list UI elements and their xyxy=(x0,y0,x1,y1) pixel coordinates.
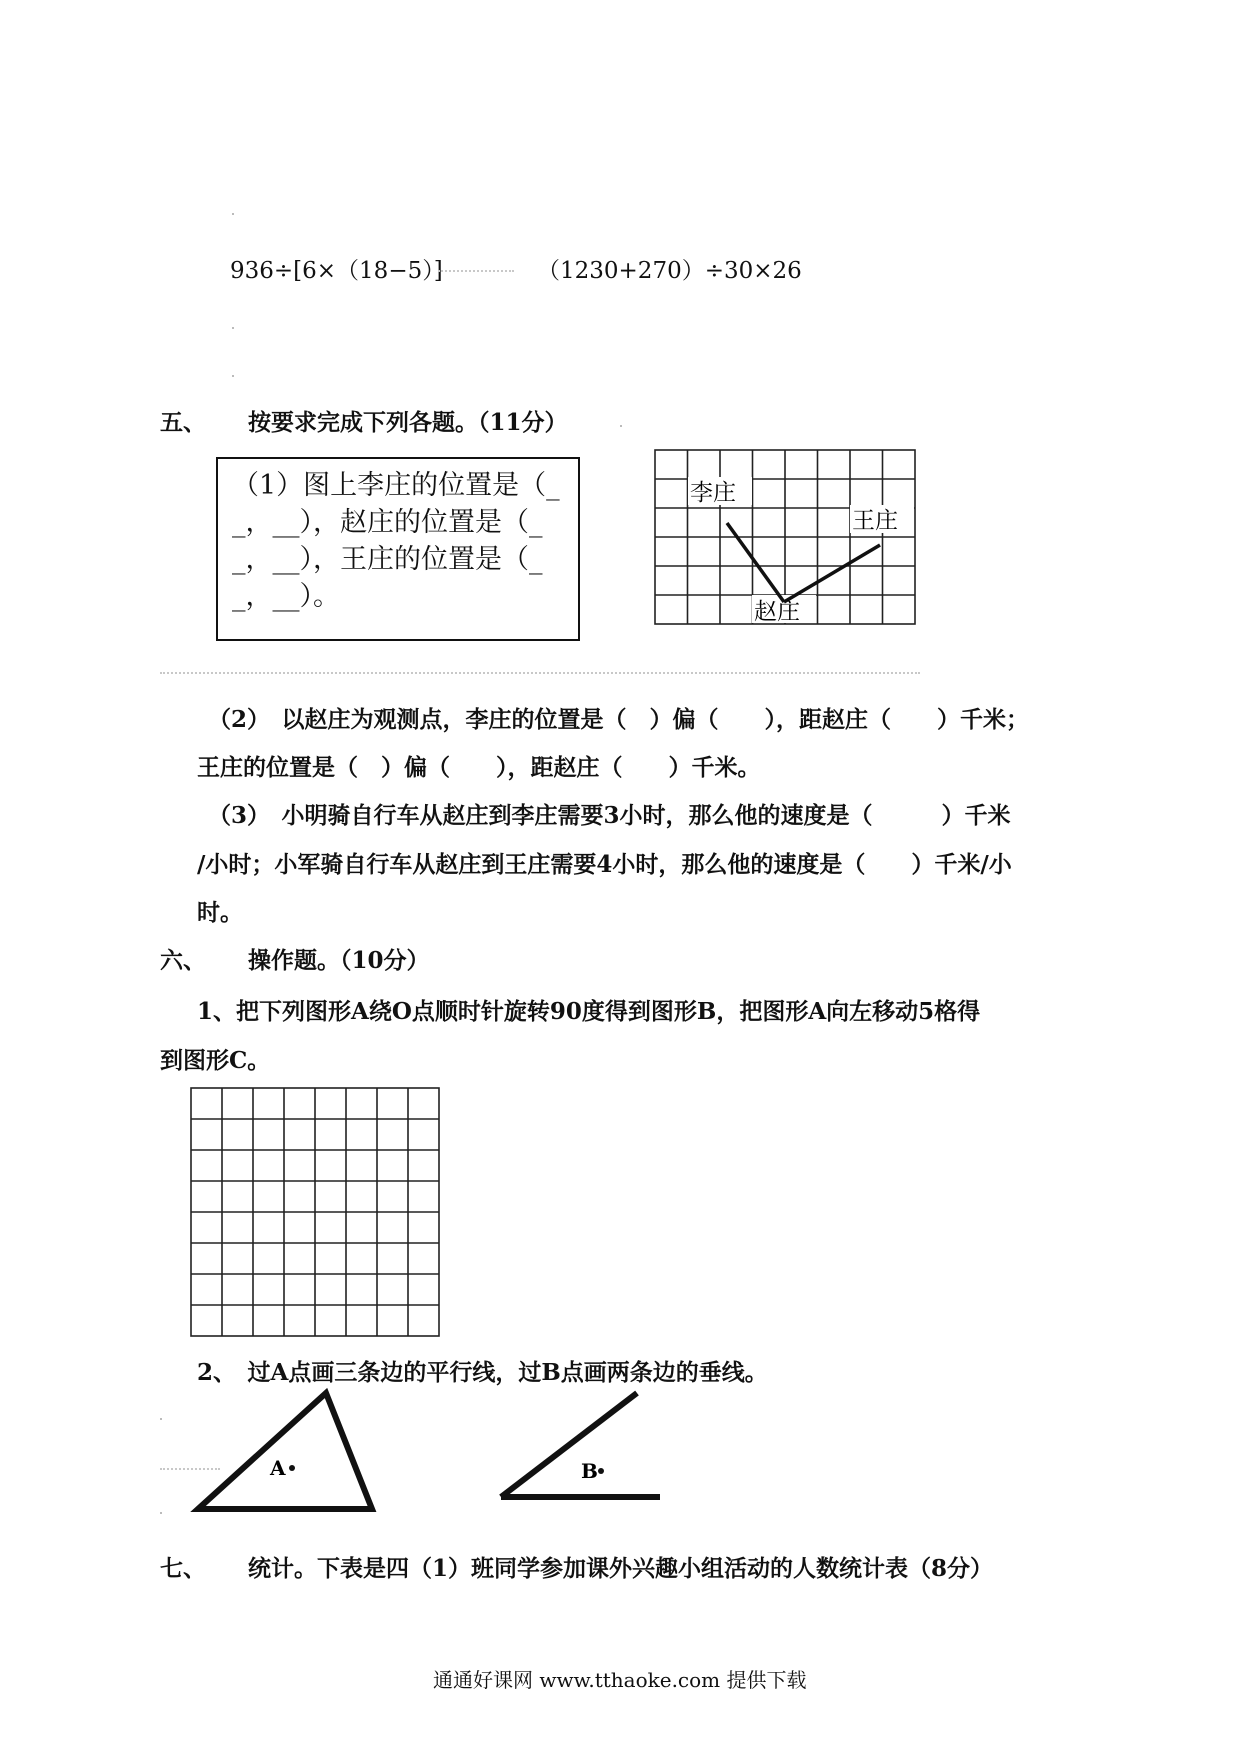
scan-speck xyxy=(620,425,622,427)
question-2-line-2: 王庄的位置是（ ）偏（ ），距赵庄（ ）千米。 xyxy=(197,754,761,781)
question-2-line-1: （2） 以赵庄为观测点，李庄的位置是（ ）偏（ ），距赵庄（ ）千米； xyxy=(208,706,1030,733)
scan-speck xyxy=(160,1512,162,1514)
map-label-zhao: 赵庄 xyxy=(754,599,800,625)
section-6-heading: 操作题。（10分） xyxy=(248,947,430,974)
operation-question-2: 2、 过A点画三条边的平行线，过B点画两条边的垂线。 xyxy=(197,1359,768,1386)
question-1-text: （1）图上李庄的位置是（__，__），赵庄的位置是（__，__），王庄的位置是（__，__）。 xyxy=(232,470,560,612)
point-b-label: B xyxy=(581,1459,598,1483)
section-7-number: 七、 xyxy=(160,1555,206,1582)
map-label-li: 李庄 xyxy=(690,480,736,506)
scan-speck xyxy=(232,213,234,215)
operation-question-1-line-2: 到图形C。 xyxy=(160,1047,271,1074)
scan-speck xyxy=(232,327,234,329)
dotted-separator xyxy=(160,672,920,674)
scan-speck xyxy=(160,1418,162,1420)
village-map xyxy=(654,449,916,625)
angle-figure xyxy=(495,1385,665,1505)
scan-speck xyxy=(232,375,234,377)
section-6-number: 六、 xyxy=(160,947,206,974)
calc-expression-2: （1230+270）÷30×26 xyxy=(537,258,802,284)
question-1-box xyxy=(216,457,580,641)
question-3-line-3: 时。 xyxy=(197,899,243,926)
section-5-number: 五、 xyxy=(160,409,206,436)
point-a-dot xyxy=(289,1465,295,1471)
calc-expression-1: 936÷[6×（18−5）] xyxy=(230,258,443,284)
question-3-line-2: /小时；小军骑自行车从赵庄到王庄需要4小时，那么他的速度是（ ）千米/小 xyxy=(197,851,1012,878)
operation-question-1-line-1: 1、把下列图形A绕O点顺时针旋转90度得到图形B，把图形A向左移动5格得 xyxy=(197,998,981,1025)
triangle-figure xyxy=(190,1385,390,1515)
rotation-grid xyxy=(190,1087,440,1337)
footer-source: 通通好课网 www.tthaoke.com 提供下载 xyxy=(433,1668,807,1692)
point-a-label: A xyxy=(270,1456,286,1480)
point-b-dot xyxy=(598,1468,604,1474)
dotted-leader xyxy=(438,270,514,272)
map-label-wang: 王庄 xyxy=(852,508,898,534)
map-route-lines xyxy=(727,523,880,602)
section-5-heading: 按要求完成下列各题。（11分） xyxy=(248,409,568,436)
section-7-heading: 统计。下表是四（1）班同学参加课外兴趣小组活动的人数统计表（8分） xyxy=(248,1555,994,1582)
question-3-line-1: （3） 小明骑自行车从赵庄到李庄需要3小时，那么他的速度是（ ）千米 xyxy=(208,802,1011,829)
